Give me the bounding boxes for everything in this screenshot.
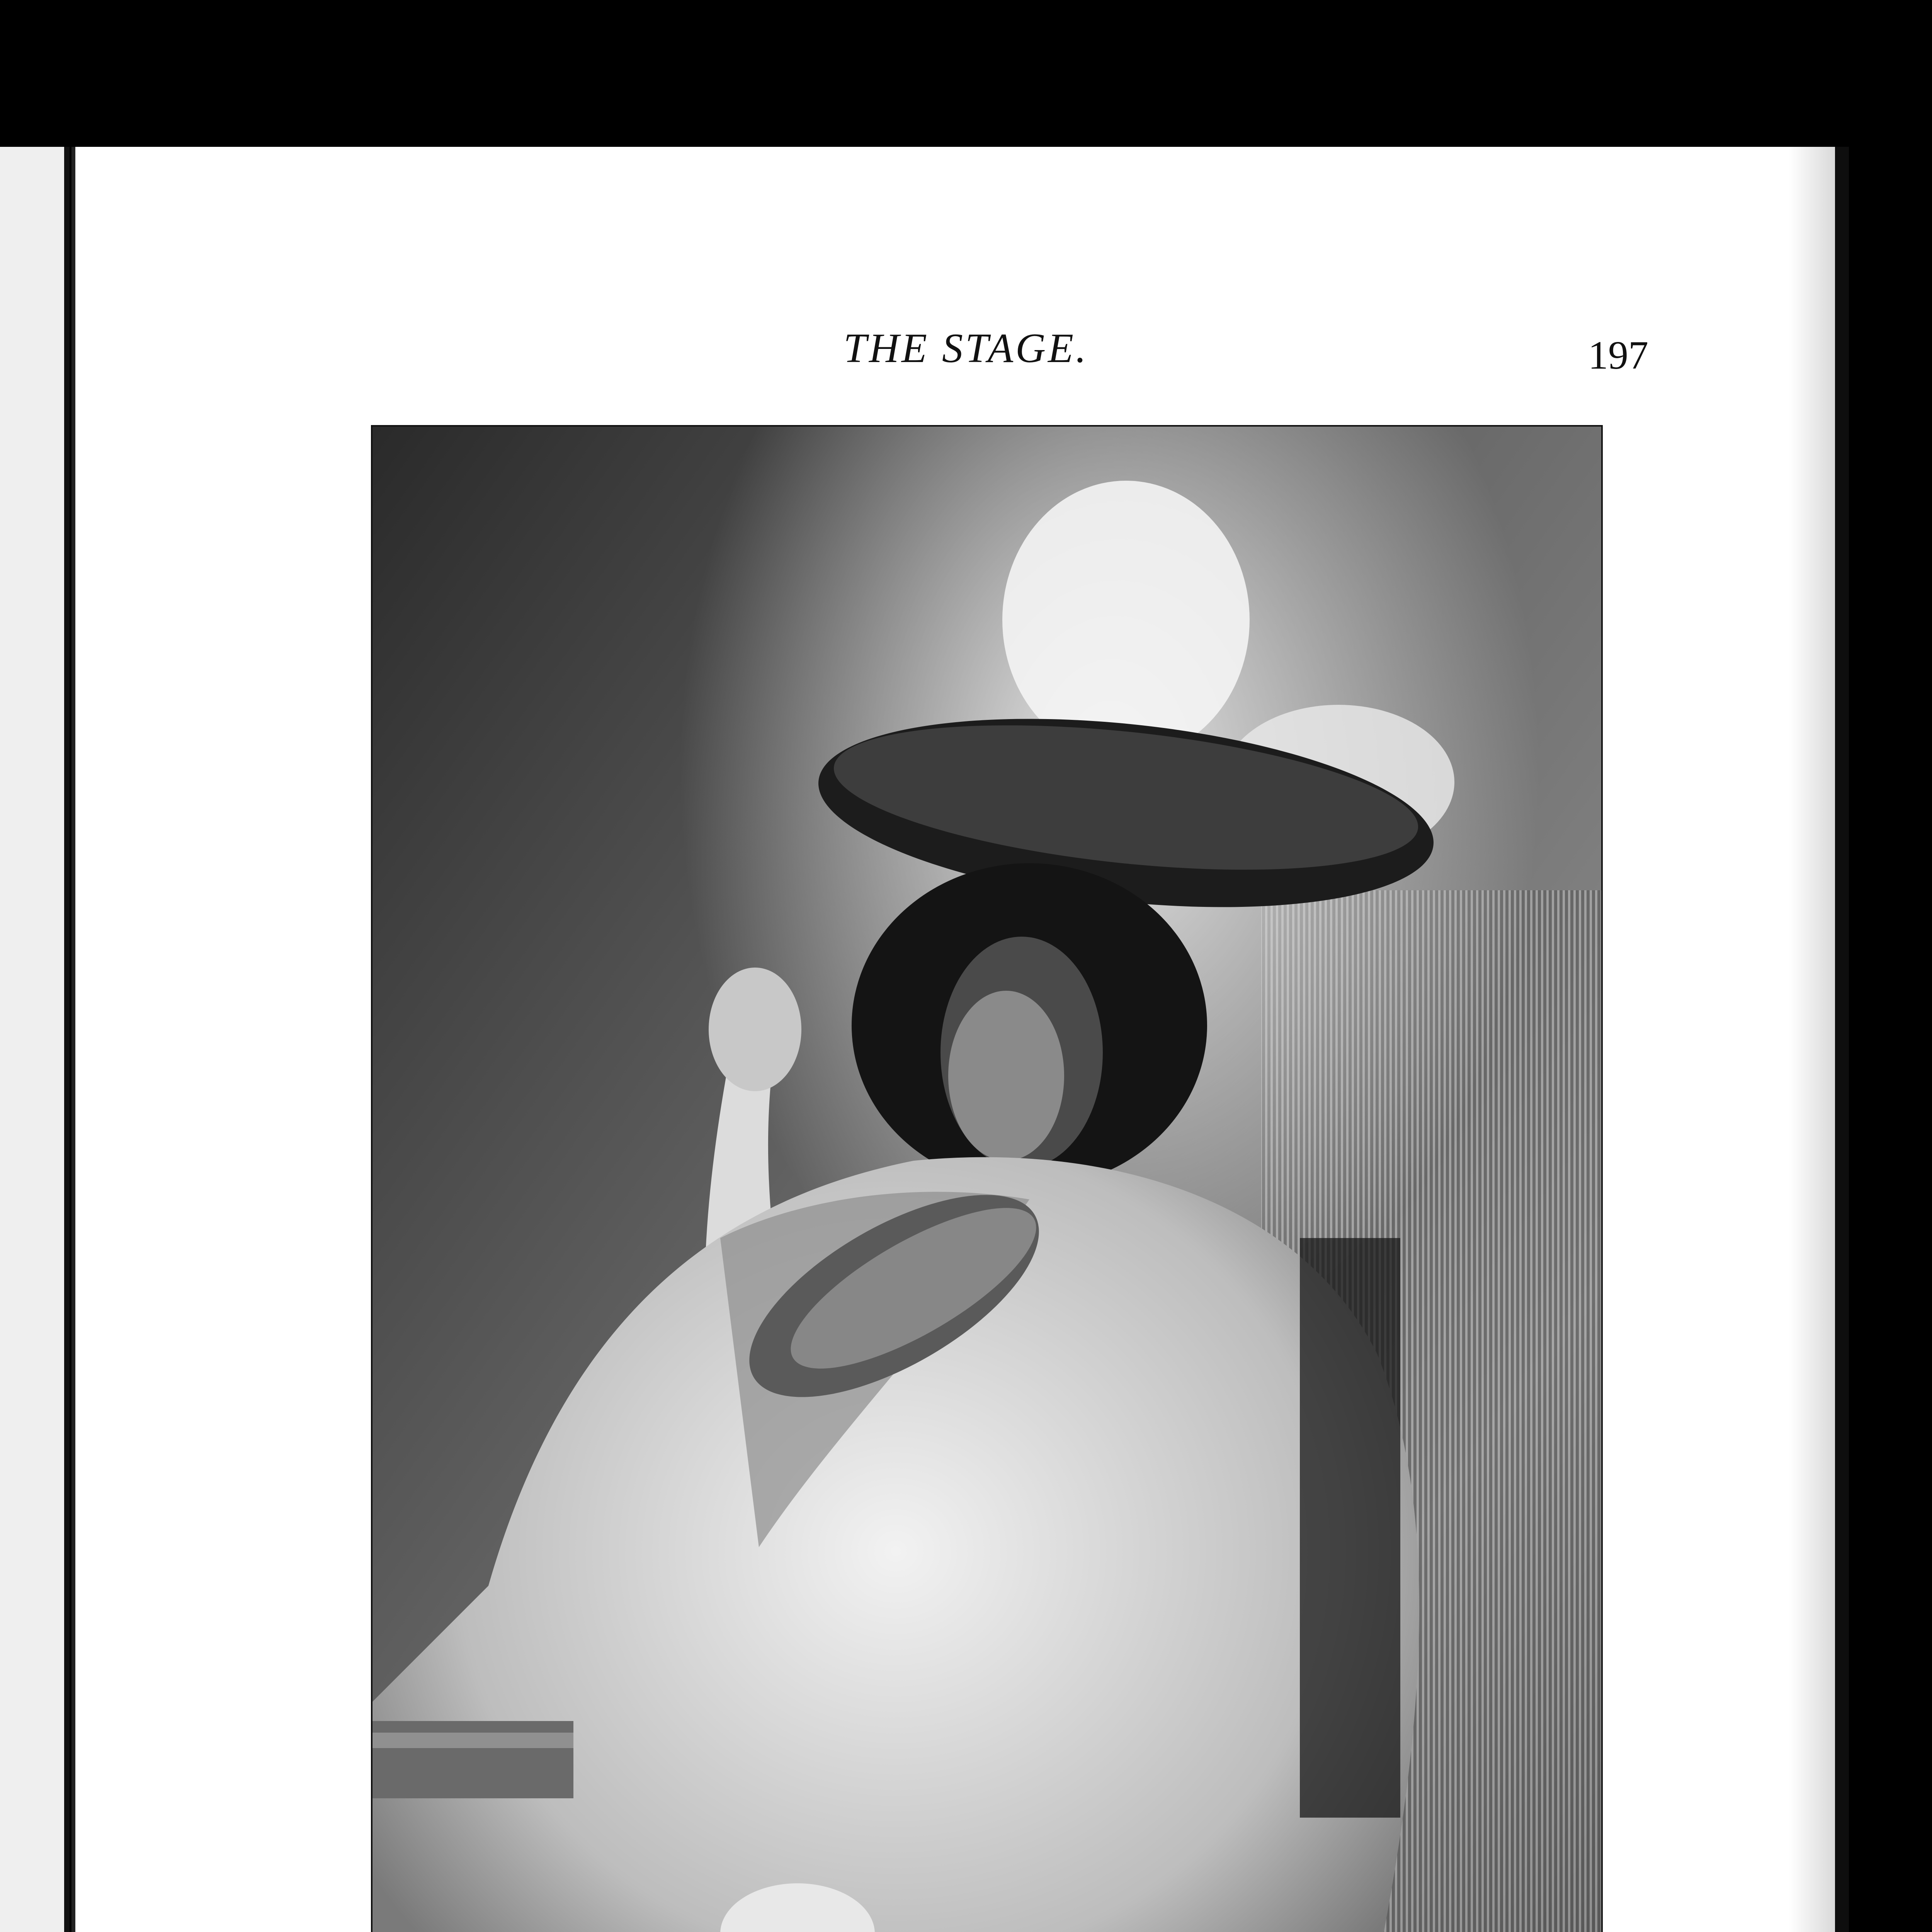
- page-gutter-shadow: [1789, 147, 1835, 1932]
- portrait-photograph: [371, 425, 1603, 1932]
- page-number: 197: [1588, 333, 1648, 378]
- facing-page-edge: [0, 147, 70, 1932]
- running-title: THE STAGE.: [843, 325, 1088, 371]
- portrait-illustration: [372, 427, 1601, 1932]
